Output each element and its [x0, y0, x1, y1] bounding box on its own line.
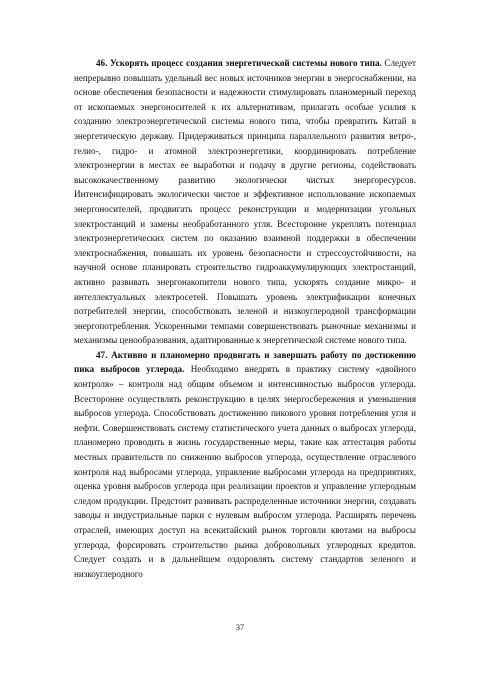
paragraph-47 — [74, 348, 416, 582]
heading-47: 47. Активно и планомерно продвигать и завершать работу по достижению пика выбросов углерода. — [74, 349, 416, 375]
heading-46: 46. Ускорять процесс создания энергетической системы нового типа. — [96, 58, 382, 68]
paragraph-46-body: Следует непрерывно повышать удельный вес новых источников энергии в энергоснабжении, на основе обеспечения безопасности и надежности стимулировать планомерный переход от ископаемых энергоносителей к их альтернативам, прилагать особые усилия к созданию электроэнергетической системы нового типа, чтобы превратить Китай в энергетическую державу. Придерживаться принципа параллельного развития ветро-, гелио-, гидро- и атомной электроэнергетики, координировать потребление электроэнергии в местах ее выработки и подачу в другие регионы, содействовать высококачественному развитию экологически чистых энергоресурсов. Интенсифицировать экологически чистое и эффективное использование ископаемых энергоносителей, продвигать процесс реконструкции и модернизации угольных электростанций и замены необработанного угля. Всесторонне укреплять потенциал электроэнергетических систем по оказанию взаимной поддержки в обеспечении электроснабжения, повышать их уровень безопасности и стрессоустойчивости, на научной основе планировать строительство гидроаккумулирующих электростанций, активно развивать энергонакопители нового типа, ускорять создание микро- и интеллектуальных электросетей. Повышать уровень электрификации конечных потребителей энергии, способствовать зеленой и низкоуглеродной трансформации энергопотребления. Ускоренными темпами совершенствовать рыночные механизмы и механизмы ценообразования, адаптированные к энергетической системе нового типа. — [74, 58, 416, 346]
page-number: 37 — [235, 622, 245, 632]
paragraph-47-body: Необходимо внедрять в практику систему «двойного контроля» – контроля над общим объемом и интенсивностью выбросов углерода. Всесторонне осуществлять реконструкцию в целях энергосбережения и уменьшения выбросов углерода. Способствовать достижению пикового уровня потребления угля и нефти. Совершенствовать систему статистического учета данных о выбросах углерода, планомерно проводить в жизнь государственные меры, такие как аттестация работы местных правительств по снижению выбросов углерода, осуществление отраслевого контроля над выбросами углерода, управление выбросами углерода на предприятиях, оценка уровня выбросов углерода при реализации проектов и управление углеродным следом продукции. Предстоит развивать распределенные источники энергии, создавать заводы и индустриальные парки с нулевым выбросом углерода. Расширять перечень отраслей, имеющих доступ на всекитайский рынок торговли квотами на выбросы углерода, форсировать строительство рынка добровольных углеродных кредитов. Следует создать и в дальнейшем оздоровлять систему стандартов зеленого и низкоуглеродного — [74, 364, 416, 579]
body-text — [74, 56, 416, 581]
paragraph-46 — [74, 56, 416, 348]
